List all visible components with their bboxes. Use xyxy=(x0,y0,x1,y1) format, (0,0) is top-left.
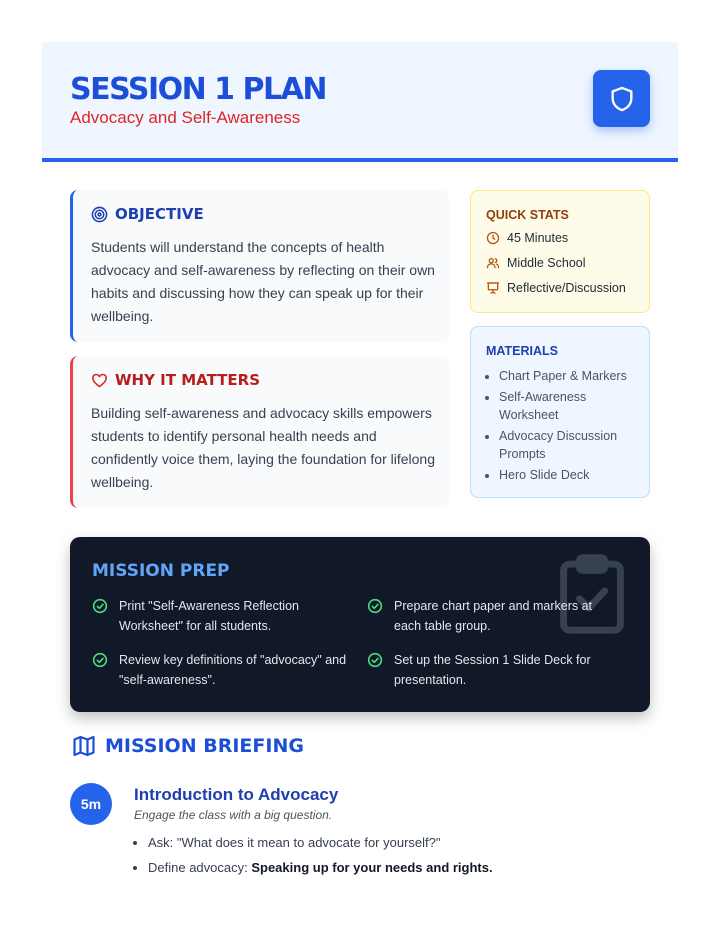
prep-item xyxy=(367,650,622,690)
list-item: • Self-Awareness Worksheet xyxy=(499,388,644,424)
prep-item-text: Review key definitions of "advocacy" and "self-awareness". xyxy=(119,653,347,687)
step-title: Introduction to Advocacy xyxy=(134,785,339,804)
stat-duration xyxy=(486,231,568,245)
step-subtitle: Engage the class with a big question. xyxy=(134,808,333,822)
prep-item xyxy=(92,596,347,636)
stat-duration-label: 45 Minutes xyxy=(507,231,569,245)
materials-card xyxy=(470,326,650,498)
target-icon xyxy=(91,206,108,223)
shield-icon xyxy=(608,85,636,113)
check-circle-icon xyxy=(92,652,108,668)
users-icon xyxy=(486,256,500,270)
list-item xyxy=(148,855,648,880)
mission-briefing-heading xyxy=(72,734,304,758)
page-subtitle: Advocacy and Self-Awareness xyxy=(70,108,301,127)
step-time-badge: 5m xyxy=(70,783,112,825)
map-icon xyxy=(72,734,96,758)
bullet-text: Define advocacy: xyxy=(148,860,252,875)
page-title: SESSION 1 PLAN xyxy=(70,72,326,107)
mission-briefing-title: MISSION BRIEFING xyxy=(105,735,304,757)
list-item: • Advocacy Discussion Prompts xyxy=(499,427,644,463)
objective-heading xyxy=(91,205,204,223)
prep-item-text: Print "Self-Awareness Reflection Worksheet" for all students. xyxy=(119,599,299,633)
quick-stats-title: QUICK STATS xyxy=(486,208,569,222)
mission-prep-card xyxy=(70,537,650,712)
materials-list xyxy=(499,367,644,487)
objective-text: Students will understand the concepts of health advocacy and self-awareness by reflecting on their own habits and discussing how they can speak up for their wellbeing. xyxy=(91,239,435,324)
quick-stats-card xyxy=(470,190,650,313)
presentation-icon xyxy=(486,281,500,295)
page-header xyxy=(42,42,678,162)
check-circle-icon xyxy=(367,598,383,614)
stat-format xyxy=(486,281,626,295)
step-bullets xyxy=(148,830,648,880)
mission-prep-title: MISSION PREP xyxy=(92,561,230,581)
prep-item xyxy=(367,596,622,636)
stat-format-label: Reflective/Discussion xyxy=(507,281,626,295)
prep-item-text: Set up the Session 1 Slide Deck for presentation. xyxy=(394,653,591,687)
objective-card xyxy=(70,190,449,342)
check-circle-icon xyxy=(367,652,383,668)
heart-icon xyxy=(91,372,108,389)
why-it-matters-text: Building self-awareness and advocacy skills empowers students to identify personal health needs and confidently voice them, laying the foundation for lifelong wellbeing. xyxy=(91,405,435,490)
stat-grade-level xyxy=(486,256,586,270)
prep-item xyxy=(92,650,347,690)
why-it-matters-card xyxy=(70,356,449,508)
check-circle-icon xyxy=(92,598,108,614)
list-item: • Chart Paper & Markers xyxy=(499,367,644,385)
stat-grade-level-label: Middle School xyxy=(507,256,586,270)
clock-icon xyxy=(486,231,500,245)
materials-title: MATERIALS xyxy=(486,344,558,358)
objective-title: OBJECTIVE xyxy=(115,205,204,223)
why-it-matters-heading xyxy=(91,371,260,389)
list-item: • Ask: "What does it mean to advocate for yourself?" xyxy=(148,830,648,855)
list-item: • Hero Slide Deck xyxy=(499,466,644,484)
shield-badge xyxy=(593,70,650,127)
bullet-emphasis: Speaking up for your needs and rights. xyxy=(251,860,493,875)
why-it-matters-title: WHY IT MATTERS xyxy=(115,371,260,389)
prep-item-text: Prepare chart paper and markers at each table group. xyxy=(394,599,593,633)
